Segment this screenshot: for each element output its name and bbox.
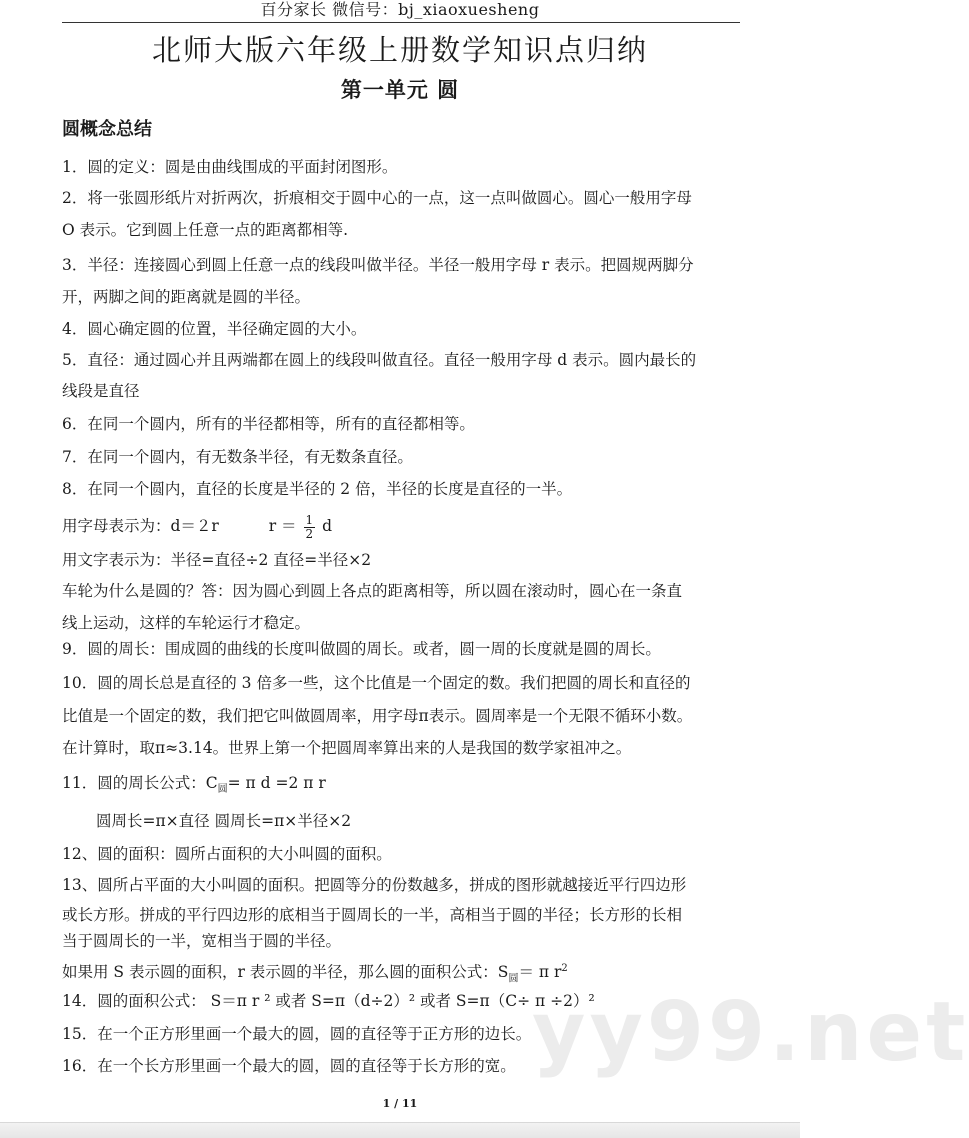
header-wechat-note: 百分家长 微信号：bj_xiaoxuesheng [260, 0, 540, 19]
document-title: 北师大版六年级上册数学知识点归纳 [151, 33, 648, 67]
area-formula: ＝ π r [518, 963, 562, 982]
wheel-question-line-1: 车轮为什么是圆的？答：因为圆心到圆上各点的距离相等，所以圆在滚动时，圆心在一条直 [62, 582, 683, 600]
point-11-words: 圆周长=π×直径 圆周长=π×半径×2 [96, 812, 352, 830]
point-2-line-1: 2．将一张圆形纸片对折两次，折痕相交于圆中心的一点，这一点叫做圆心。圆心一般用字母 [62, 189, 692, 207]
circumference-formula: = π d =2 π r [227, 774, 326, 792]
formula-words: 用文字表示为：半径=直径÷2 直径=半径×2 [62, 551, 372, 569]
point-5-line-2: 线段是直径 [62, 382, 140, 400]
wheel-question-line-2: 线上运动，这样的车轮运行才稳定。 [62, 614, 311, 632]
point-10-line-2: 比值是一个固定的数，我们把它叫做圆周率，用字母π表示。圆周率是一个无限不循环小数。 [62, 707, 693, 725]
point-13-line-3: 当于圆周长的一半，宽相当于圆的半径。 [62, 932, 342, 950]
point-8: 8．在同一个圆内，直径的长度是半径的 2 倍，半径的长度是直径的一半。 [62, 480, 573, 498]
point-1: 1．圆的定义：圆是由曲线围成的平面封闭图形。 [62, 158, 398, 176]
point-13-line-2: 或长方形。拼成的平行四边形的底相当于圆周长的一半，高相当于圆的半径；长方形的长相 [62, 906, 683, 924]
fraction-numerator: 1 [305, 512, 314, 527]
area-prefix: 如果用 S 表示圆的面积，r 表示圆的半径，那么圆的面积公式：S [62, 963, 509, 982]
superscript-two: 2 [561, 963, 568, 974]
point-7: 7．在同一个圆内，有无数条半径，有无数条直径。 [62, 448, 413, 466]
fraction-one-half [304, 514, 316, 541]
point-16: 16．在一个长方形里画一个最大的圆，圆的直径等于长方形的宽。 [62, 1057, 516, 1075]
area-formula-statement [62, 958, 742, 990]
point-4: 4．圆心确定圆的位置，半径确定圆的大小。 [62, 320, 367, 338]
formula-d: 用字母表示为：d＝２r [62, 517, 219, 535]
point-3-line-1: 3．半径：连接圆心到圆上任意一点的线段叫做半径。半径一般用字母 r 表示。把圆规两脚分 [62, 256, 694, 274]
unit-title: 第一单元 圆 [340, 77, 460, 102]
point-3-line-2: 开，两脚之间的距离就是圆的半径。 [62, 288, 311, 306]
page-bottom-edge [0, 1122, 800, 1138]
point-12: 12、圆的面积：圆所占面积的大小叫圆的面积。 [62, 845, 392, 863]
point-13-line-1: 13、圆所占平面的大小叫圆的面积。把圆等分的份数越多，拼成的图形就越接近平行四边形 [62, 876, 687, 894]
point-10-line-3: 在计算时，取π≈3.14。世界上第一个把圆周率算出来的人是我国的数学家祖冲之。 [62, 739, 632, 757]
point-9: 9．圆的周长：围成圆的曲线的长度叫做圆的周长。或者，圆一周的长度就是圆的周长。 [62, 640, 661, 658]
point-5-line-1: 5．直径：通过圆心并且两端都在圆上的线段叫做直径。直径一般用字母 d 表示。圆内最长的 [62, 351, 697, 369]
subscript-circle: 圆 [217, 784, 228, 796]
header-divider [62, 22, 740, 23]
formula-r-prefix: r ＝ [268, 517, 297, 535]
formula-r-suffix: d [322, 517, 333, 535]
point-14: 14．圆的面积公式： S＝π r ² 或者 S=π（d÷2）² 或者 S=π（C÷ π ÷2）² [62, 992, 595, 1010]
point-15: 15．在一个正方形里画一个最大的圆，圆的直径等于正方形的边长。 [62, 1025, 532, 1043]
watermark: yy99.net [532, 985, 969, 1080]
section-title: 圆概念总结 [62, 119, 152, 140]
subscript-circle: 圆 [508, 973, 519, 985]
point-10-line-1: 10．圆的周长总是直径的 3 倍多一些，这个比值是一个固定的数。我们把圆的周长和直径的 [62, 674, 691, 692]
circumference-label: 11．圆的周长公式：C [62, 774, 218, 792]
fraction-denominator: 2 [305, 526, 314, 541]
point-11 [62, 772, 742, 801]
page-number: 1 / 11 [382, 1097, 418, 1110]
formula-letters [62, 511, 742, 541]
point-2-line-2: O 表示。它到圆上任意一点的距离都相等. [62, 221, 349, 239]
point-6: 6．在同一个圆内，所有的半径都相等，所有的直径都相等。 [62, 415, 475, 433]
